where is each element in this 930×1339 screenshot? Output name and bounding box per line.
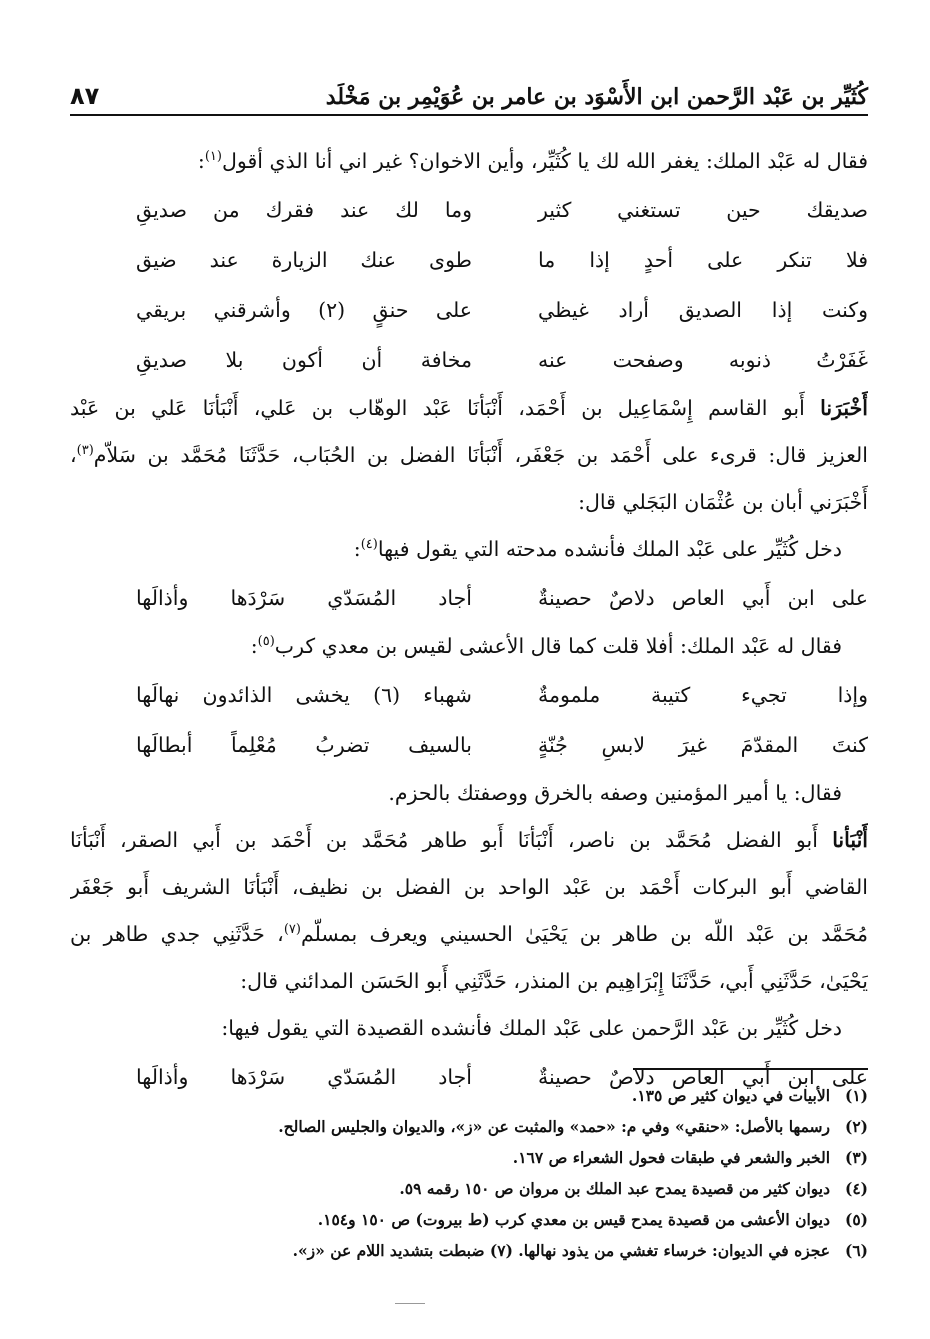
isnad-keyword: أَخْبَرَنا: [820, 396, 868, 420]
verse-second-hemistich: وما لك عند فقرك من صديقِ: [136, 198, 472, 222]
footnote: [70, 1235, 868, 1266]
footnote-number: (٤): [844, 1179, 868, 1198]
footnote-number: (١): [844, 1086, 868, 1105]
scan-mark: [395, 1303, 425, 1304]
footnote-marker: (٣): [76, 443, 94, 459]
footnote-number: (٦): [844, 1241, 868, 1260]
verse-first-hemistich: وكنت إذا الصديق أراد غيظي: [538, 298, 868, 322]
verse-gap: [472, 670, 538, 720]
text-line: [70, 817, 868, 864]
header-rule: [70, 114, 868, 116]
line-text-tail: :: [353, 537, 361, 561]
text-line: [70, 432, 868, 479]
line-text-tail: ، حَدَّثَنِي جدي طاهر بن: [70, 922, 284, 946]
line-text: أَبو القاسم إِسْمَاعِيل بن أَحْمَد، أَنْبَأنَا عَبْد الوهّاب بن عَلي، أَنْبَأنَا عَلي بن عَبْد: [70, 396, 805, 420]
footnote: [70, 1204, 868, 1235]
line-text: فقال له عَبْد الملك: أفلا قلت كما قال الأعشى لقيس بن معدي كرب: [274, 634, 842, 658]
line-text: أَبو الفضل مُحَمَّد بن ناصر، أَنْبَأنَا أَبو طاهر مُحَمَّد بن أَحْمَد بن أَبي الصقر، أَنْبَأنَا: [70, 828, 818, 852]
line-text: مُحَمَّد بن عَبْد اللّه بن طاهر بن يَحْيَىٰ الحسيني ويعرف بمسلّم: [300, 922, 868, 946]
footnote-number: (٣): [844, 1148, 868, 1167]
verse-first-hemistich: وإذا تجيء كتيبة ملمومةٌ: [538, 683, 868, 707]
line-text: دخل كُثَيِّر بن عَبْد الرَّحمن على عَبْد الملك فأنشده القصيدة التي يقول فيها:: [221, 1016, 842, 1040]
footnote-text: عجزه في الديوان: خرساء تغشي من يذود نهالها. (٧) ضبطت بتشديد اللام عن «ز».: [292, 1241, 830, 1260]
line-text: العزيز قال: قرىء على أَحْمَد بن جَعْفَر، أَنْبَأنَا الفضل بن الحُبَاب، حَدَّثَنَا مُحَمَّد بن سَلاّم: [93, 443, 868, 467]
line-text: دخل كُثَيِّر على عَبْد الملك فأنشده مدحته التي يقول فيها: [377, 537, 842, 561]
footnote-number: (٥): [844, 1210, 868, 1229]
verse-first-hemistich: كنتَ المقدّمَ غيرَ لابسِ جُنّةٍ: [538, 733, 868, 757]
footnote-marker: (٧): [283, 922, 301, 938]
verse-second-hemistich: على حنقٍ (٢) وأشرقني بريقي: [136, 298, 472, 322]
text-line: [70, 1005, 868, 1052]
line-text-tail: :: [197, 149, 205, 173]
line-text: فقال له عَبْد الملك: يغفر الله لك يا كُثَيِّر، وأين الاخوان؟ غير اني أنا الذي أقول: [221, 149, 868, 173]
footnote-text: ديوان الأعشى من قصيدة يمدح قيس بن معدي كرب (ط بيروت) ص ١٥٠ و١٥٤.: [317, 1210, 830, 1229]
text-line: [70, 911, 868, 958]
text-line: [70, 770, 868, 817]
footnote-text: رسمها بالأصل: «حنقي» وفي م: «حمد» والمثبت عن «ز»، والديوان والجليس الصالح.: [278, 1117, 830, 1136]
header-title: كُثَيِّر بن عَبْد الرَّحمن ابن الأَسْوَد بن عامر بن عُوَيْمِر بن مَخْلَد: [325, 84, 868, 110]
verse-second-hemistich: شهباء (٦) يخشى الذائدون نهالَها: [136, 683, 472, 707]
line-text-tail: :: [250, 634, 258, 658]
verse-gap: [472, 720, 538, 770]
footnote: [70, 1173, 868, 1204]
text-line: [70, 958, 868, 1005]
verse-gap: [472, 235, 538, 285]
text-line: [70, 623, 868, 670]
text-line: [70, 479, 868, 526]
line-text-tail: ،: [70, 443, 77, 467]
text-line: [70, 138, 868, 185]
verse-first-hemistich: غَفَرْتُ ذنوبه وصفحت عنه: [538, 348, 868, 372]
verse-gap: [472, 335, 538, 385]
line-text: أَخْبَرَني أبان بن عُثْمَان البَجَلي قال:: [578, 490, 868, 514]
footnote-text: الأبيات في ديوان كثير ص ١٣٥.: [631, 1086, 830, 1105]
verse-gap: [472, 573, 538, 623]
verse-gap: [472, 185, 538, 235]
footnote: [70, 1111, 868, 1142]
verse-line: [70, 573, 868, 623]
page-number: ٨٧: [70, 82, 100, 110]
verse-second-hemistich: أجاد المُسَدّي سَرْدَها وأذالَها: [136, 586, 472, 610]
verse-first-hemistich: صديقك حين تستغني كثير: [538, 198, 868, 222]
verse-first-hemistich: على ابن أَبي العاص دلاصٌ حصينةٌ: [538, 1065, 868, 1089]
footnote-marker: (٥): [257, 634, 275, 650]
verse-line: [70, 720, 868, 770]
verse-gap: [472, 285, 538, 335]
line-text: القاضي أَبو البركات أَحْمَد بن عَبْد الواحد بن الفضل بن نظيف، أَنْبَأنَا الشريف أَبو جَعْفَر: [70, 875, 868, 899]
verse-line: [70, 285, 868, 335]
line-text: يَحْيَىٰ، حَدَّثَنِي أَبي، حَدَّثَنَا إِبْرَاهِيم بن المنذر، حَدَّثَنِي أَبو الحَسَن المدائني قال:: [240, 969, 868, 993]
verse-first-hemistich: فلا تنكر على أحدٍ إذا ما: [538, 248, 868, 272]
footnotes: [70, 1080, 868, 1266]
text-line: [70, 385, 868, 432]
verse-second-hemistich: بالسيف تضربُ مُعْلِماً أبطالَها: [136, 733, 472, 757]
verse-line: [70, 670, 868, 720]
text-line: [70, 526, 868, 573]
isnad-keyword: أَنْبَأنا: [832, 828, 868, 852]
text-line: [70, 864, 868, 911]
verse-second-hemistich: طوى عنك الزيارة عند ضيق: [136, 248, 472, 272]
verse-second-hemistich: مخافة أن أكون بلا صديقِ: [136, 348, 472, 372]
verse-first-hemistich: على ابن أَبي العاص دلاصٌ حصينةٌ: [538, 586, 868, 610]
verse-line: [70, 185, 868, 235]
footnote-number: (٢): [844, 1117, 868, 1136]
line-text: فقال: يا أمير المؤمنين وصفه بالخرق ووصفتك بالحزم.: [388, 781, 842, 805]
running-header: [70, 66, 868, 110]
footnote-separator: [633, 1068, 868, 1070]
footnote-marker: (١): [204, 149, 222, 165]
footnote-text: ديوان كثير من قصيدة يمدح عبد الملك بن مروان ص ١٥٠ رقمه ٥٩.: [399, 1179, 830, 1198]
footnote: [70, 1080, 868, 1111]
footnote-text: الخبر والشعر في طبقات فحول الشعراء ص ١٦٧.: [512, 1148, 830, 1167]
footnote: [70, 1142, 868, 1173]
verse-line: [70, 235, 868, 285]
footnote-marker: (٤): [360, 537, 378, 553]
main-text: [70, 138, 868, 1102]
verse-second-hemistich: أجاد المُسَدّي سَرْدَها وأذالَها: [136, 1065, 472, 1089]
verse-line: [70, 335, 868, 385]
